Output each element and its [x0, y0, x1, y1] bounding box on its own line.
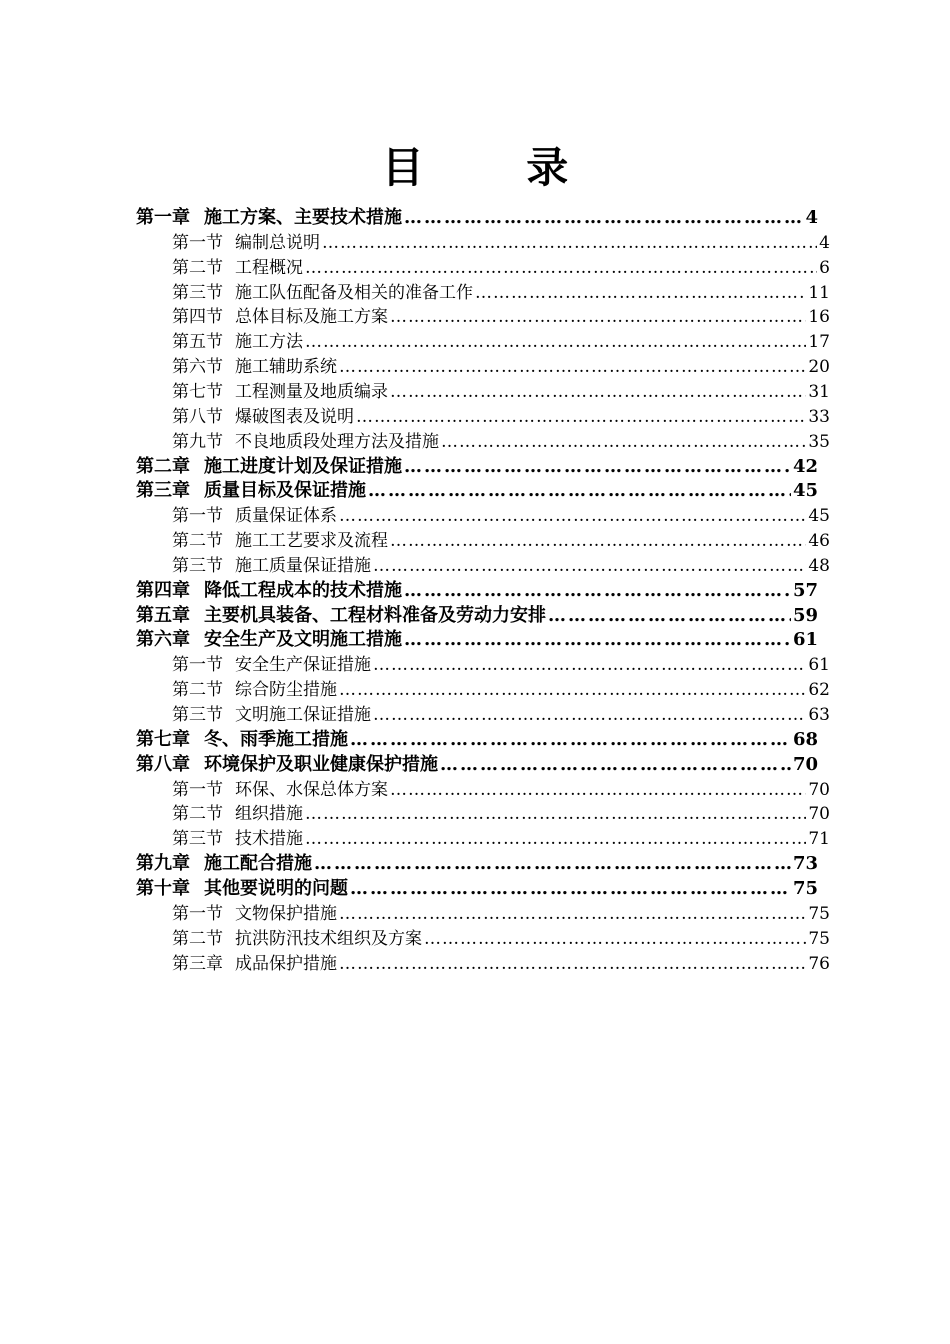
toc-entry-number: 第三章 — [172, 953, 223, 974]
toc-dot-leader — [368, 479, 791, 503]
toc-entry-number: 第一章 — [136, 207, 190, 228]
toc-page-number: 70 — [792, 753, 818, 775]
toc-entry-title: 施工配合措施 — [204, 853, 312, 875]
toc-dot-leader — [390, 305, 806, 329]
toc-page-number: 59 — [792, 604, 818, 626]
toc-entry-title: 施工队伍配备及相关的准备工作 — [235, 282, 473, 303]
toc-section-entry[interactable] — [172, 653, 830, 677]
toc-dot-leader — [305, 827, 806, 851]
toc-page-number: 62 — [808, 680, 830, 701]
toc-section-entry[interactable] — [172, 281, 830, 305]
toc-entry-number: 第七节 — [172, 381, 223, 402]
toc-dot-leader — [373, 703, 806, 727]
toc-entry-title: 工程测量及地质编录 — [235, 381, 388, 402]
toc-dot-leader — [305, 330, 806, 354]
toc-entry-number: 第四章 — [136, 579, 190, 601]
toc-dot-leader — [305, 802, 806, 826]
toc-entry-title: 总体目标及施工方案 — [235, 307, 388, 328]
toc-section-entry[interactable] — [172, 380, 830, 404]
toc-dot-leader — [356, 405, 806, 429]
toc-entry-title: 其他要说明的问题 — [204, 877, 348, 899]
toc-page-number: 61 — [792, 629, 818, 651]
toc-chapter-entry[interactable] — [136, 604, 818, 628]
toc-entry-number: 第一节 — [172, 903, 223, 924]
toc-entry-number: 第三章 — [136, 480, 190, 502]
toc-chapter-entry[interactable] — [136, 479, 818, 503]
toc-dot-leader — [339, 952, 806, 976]
toc-page-number: 46 — [808, 531, 830, 552]
toc-entry-title: 安全生产及文明施工措施 — [204, 629, 402, 651]
toc-dot-leader — [390, 380, 806, 404]
toc-entry-title: 施工质量保证措施 — [235, 555, 371, 576]
toc-entry-title: 施工方法 — [235, 332, 303, 353]
toc-section-entry[interactable] — [172, 430, 830, 454]
toc-section-entry[interactable] — [172, 778, 830, 802]
toc-entry-title: 施工进度计划及保证措施 — [204, 455, 402, 477]
toc-section-entry[interactable] — [172, 902, 830, 926]
toc-entry-title: 不良地质段处理方法及措施 — [235, 431, 439, 452]
toc-page-number: 68 — [792, 728, 818, 750]
toc-entry-number: 第三节 — [172, 555, 223, 576]
toc-entry-title: 编制总说明 — [235, 232, 320, 253]
toc-entry-number: 第一节 — [172, 779, 223, 800]
toc-section-entry[interactable] — [172, 529, 830, 553]
toc-page-number: 20 — [808, 357, 830, 378]
toc-page-number: 75 — [808, 928, 830, 949]
toc-entry-title: 爆破图表及说明 — [235, 406, 354, 427]
toc-entry-number: 第一节 — [172, 655, 223, 676]
toc-dot-leader — [404, 628, 791, 652]
toc-entry-number: 第九节 — [172, 431, 223, 452]
toc-page-number: 33 — [808, 406, 830, 427]
toc-dot-leader — [373, 554, 806, 578]
toc-page-number: 6 — [819, 257, 830, 278]
toc-entry-number: 第四节 — [172, 307, 223, 328]
toc-page-number: 57 — [792, 579, 818, 601]
toc-dot-leader — [339, 678, 806, 702]
toc-entry-title: 技术措施 — [235, 829, 303, 850]
toc-dot-leader — [475, 281, 806, 305]
toc-page-number: 48 — [808, 555, 830, 576]
toc-page-number: 73 — [792, 853, 818, 875]
toc-entry-number: 第五章 — [136, 604, 190, 626]
toc-entry-title: 主要机具装备、工程材料准备及劳动力安排 — [204, 604, 546, 626]
toc-section-entry[interactable] — [172, 802, 830, 826]
toc-section-entry[interactable] — [172, 927, 830, 951]
toc-page-number: 70 — [808, 779, 830, 800]
toc-page-number: 45 — [792, 480, 818, 502]
toc-dot-leader — [339, 504, 806, 528]
toc-entry-number: 第八节 — [172, 406, 223, 427]
toc-dot-leader — [440, 753, 791, 777]
toc-section-entry[interactable] — [172, 405, 830, 429]
toc-entry-number: 第三节 — [172, 282, 223, 303]
toc-page-number: 61 — [808, 655, 830, 676]
toc-page-number: 63 — [808, 705, 830, 725]
toc-section-entry[interactable] — [172, 952, 830, 976]
toc-entry-number: 第二节 — [172, 804, 223, 825]
toc-chapter-entry[interactable] — [136, 455, 818, 479]
toc-entry-number: 第八章 — [136, 753, 190, 775]
toc-entry-title: 安全生产保证措施 — [235, 655, 371, 676]
toc-section-entry[interactable] — [172, 703, 830, 727]
toc-entry-title: 组织措施 — [235, 804, 303, 825]
toc-page-number: 16 — [808, 307, 830, 328]
toc-dot-leader — [390, 778, 806, 802]
toc-dot-leader — [305, 256, 817, 280]
toc-dot-leader — [339, 902, 806, 926]
toc-dot-leader — [404, 455, 791, 479]
toc-entry-title: 成品保护措施 — [235, 953, 337, 974]
toc-entry-number: 第九章 — [136, 853, 190, 875]
toc-section-entry[interactable] — [172, 827, 830, 851]
toc-entry-number: 第十章 — [136, 877, 190, 899]
toc-page-number: 17 — [808, 332, 830, 353]
toc-entry-title: 施工辅助系统 — [235, 357, 337, 378]
toc-entry-title: 文物保护措施 — [235, 903, 337, 924]
toc-dot-leader — [350, 877, 791, 901]
toc-entry-number: 第六节 — [172, 357, 223, 378]
toc-dot-leader — [339, 355, 806, 379]
toc-entry-title: 质量目标及保证措施 — [204, 480, 366, 502]
toc-entry-number: 第二节 — [172, 928, 223, 949]
toc-page-number: 11 — [808, 282, 830, 303]
toc-dot-leader — [373, 653, 806, 677]
toc-entry-number: 第一节 — [172, 232, 223, 253]
toc-entry-title: 降低工程成本的技术措施 — [204, 579, 402, 601]
toc-dot-leader — [441, 430, 806, 454]
toc-dot-leader — [548, 604, 791, 628]
toc-page-number: 4 — [805, 207, 818, 228]
toc-entry-number: 第一节 — [172, 506, 223, 527]
toc-chapter-entry[interactable] — [136, 852, 818, 876]
toc-entry-title: 冬、雨季施工措施 — [204, 728, 348, 750]
page-title: 目 录 — [381, 143, 613, 192]
toc-entry-number: 第二节 — [172, 257, 223, 278]
toc-chapter-entry[interactable] — [136, 728, 818, 752]
toc-dot-leader — [314, 852, 791, 876]
toc-section-entry[interactable] — [172, 305, 830, 329]
toc-dot-leader — [322, 231, 817, 255]
toc-entry-title: 环保、水保总体方案 — [235, 779, 388, 800]
toc-section-entry[interactable] — [172, 554, 830, 578]
toc-chapter-entry[interactable] — [136, 206, 818, 230]
toc-section-entry[interactable] — [172, 355, 830, 379]
toc-entry-number: 第二节 — [172, 531, 223, 552]
toc-entry-number: 第二章 — [136, 455, 190, 477]
toc-page-number: 71 — [808, 829, 830, 850]
toc-section-entry[interactable] — [172, 256, 830, 280]
toc-entry-title: 施工工艺要求及流程 — [235, 531, 388, 552]
toc-chapter-entry[interactable] — [136, 628, 818, 652]
toc-entry-number: 第六章 — [136, 629, 190, 651]
toc-entry-title: 工程概况 — [235, 257, 303, 278]
toc-page-number: 31 — [808, 381, 830, 402]
toc-page-number: 75 — [808, 903, 830, 924]
toc-entry-title: 质量保证体系 — [235, 506, 337, 527]
toc-entry-title: 环境保护及职业健康保护措施 — [204, 753, 438, 775]
toc-chapter-entry[interactable] — [136, 579, 818, 603]
toc-entry-title: 综合防尘措施 — [235, 680, 337, 701]
toc-section-entry[interactable] — [172, 678, 830, 702]
toc-dot-leader — [404, 579, 791, 603]
toc-dot-leader — [404, 206, 803, 230]
toc-entry-number: 第二节 — [172, 680, 223, 701]
toc-chapter-entry[interactable] — [136, 753, 818, 777]
toc-dot-leader — [424, 927, 806, 951]
toc-page-number: 70 — [808, 804, 830, 825]
toc-section-entry[interactable] — [172, 330, 830, 354]
toc-page-number: 75 — [792, 877, 818, 899]
toc-entry-title: 抗洪防汛技术组织及方案 — [235, 928, 422, 949]
toc-entry-number: 第三节 — [172, 705, 223, 725]
toc-entry-title: 文明施工保证措施 — [235, 705, 371, 725]
toc-page-number: 35 — [808, 431, 830, 452]
toc-page-number: 42 — [792, 455, 818, 477]
toc-dot-leader — [350, 728, 791, 752]
toc-page-number: 45 — [808, 506, 830, 527]
toc-entry-number: 第三节 — [172, 829, 223, 850]
toc-page-number: 4 — [819, 232, 830, 253]
toc-entry-number: 第七章 — [136, 728, 190, 750]
toc-entry-title: 施工方案、主要技术措施 — [204, 207, 402, 228]
toc-entry-number: 第五节 — [172, 332, 223, 353]
toc-dot-leader — [390, 529, 806, 553]
toc-chapter-entry[interactable] — [136, 877, 818, 901]
toc-section-entry[interactable] — [172, 231, 830, 255]
toc-section-entry[interactable] — [172, 504, 830, 528]
toc-page-number: 76 — [808, 953, 830, 974]
